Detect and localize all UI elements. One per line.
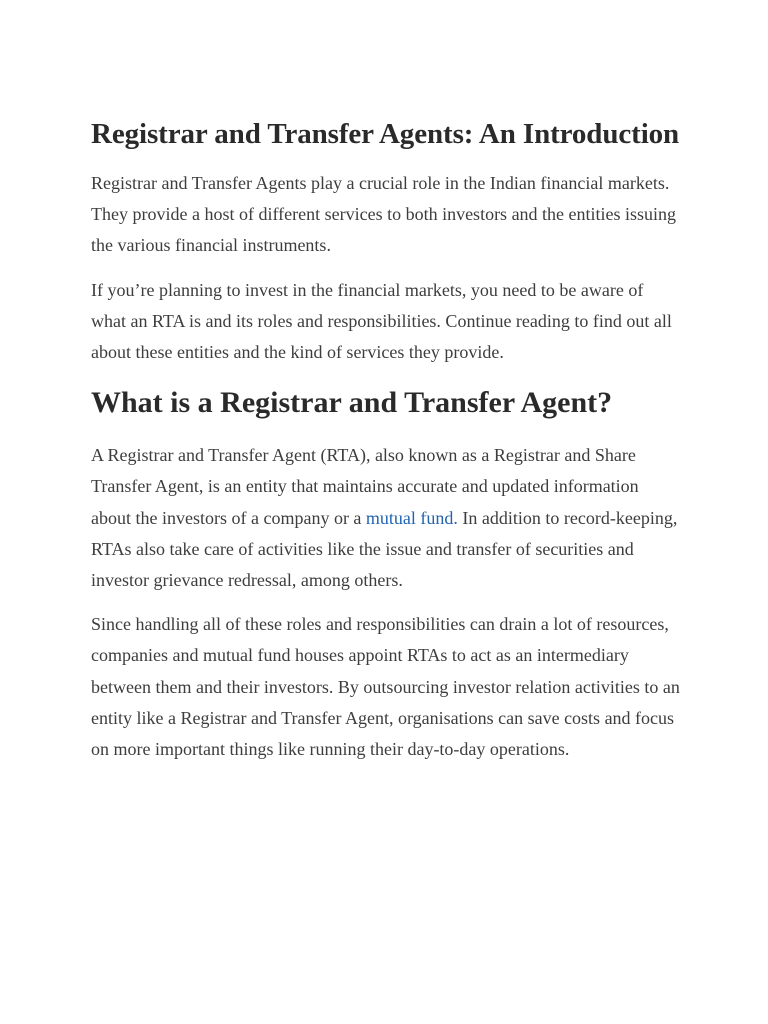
mutual-fund-link[interactable]: mutual fund. bbox=[365, 507, 458, 528]
section-heading: What is a Registrar and Transfer Agent? bbox=[91, 386, 613, 420]
section-paragraph-2: Since handling all of these roles and responsibilities can drain a lot of resources, companies and mutual fund houses appoint RTAs to act as an intermediary between them and their investors. By outsourcing investor relation activities to an entity like a Registrar and Transfer Agent, organisations can save costs and focus on more important things like running their day-to-day operations. bbox=[91, 614, 680, 760]
intro-paragraph-1: Registrar and Transfer Agents play a crucial role in the Indian financial markets. They provide a host of different services to both investors and the entities issuing the various financial instruments. bbox=[91, 173, 677, 256]
intro-paragraph-2: If you’re planning to invest in the financial markets, you need to be aware of what an RTA is and its roles and responsibilities. Continue reading to find out all about these entities and the kind of services they provide. bbox=[91, 279, 672, 363]
article bbox=[91, 112, 681, 778]
paragraph-text-before-link: A Registrar and Transfer Agent (RTA), also known as a Registrar and Share Transfer Agent, is an entity that maintains accurate and updated information about the investors of a company or a bbox=[91, 445, 639, 528]
section-paragraph-1 bbox=[91, 440, 681, 596]
paragraph-text-after-link: In addition to record-keeping, RTAs also take care of activities like the issue and transfer of securities and investor grievance redressal, among others. bbox=[91, 507, 678, 591]
article-title: Registrar and Transfer Agents: An Introduction bbox=[91, 118, 680, 150]
